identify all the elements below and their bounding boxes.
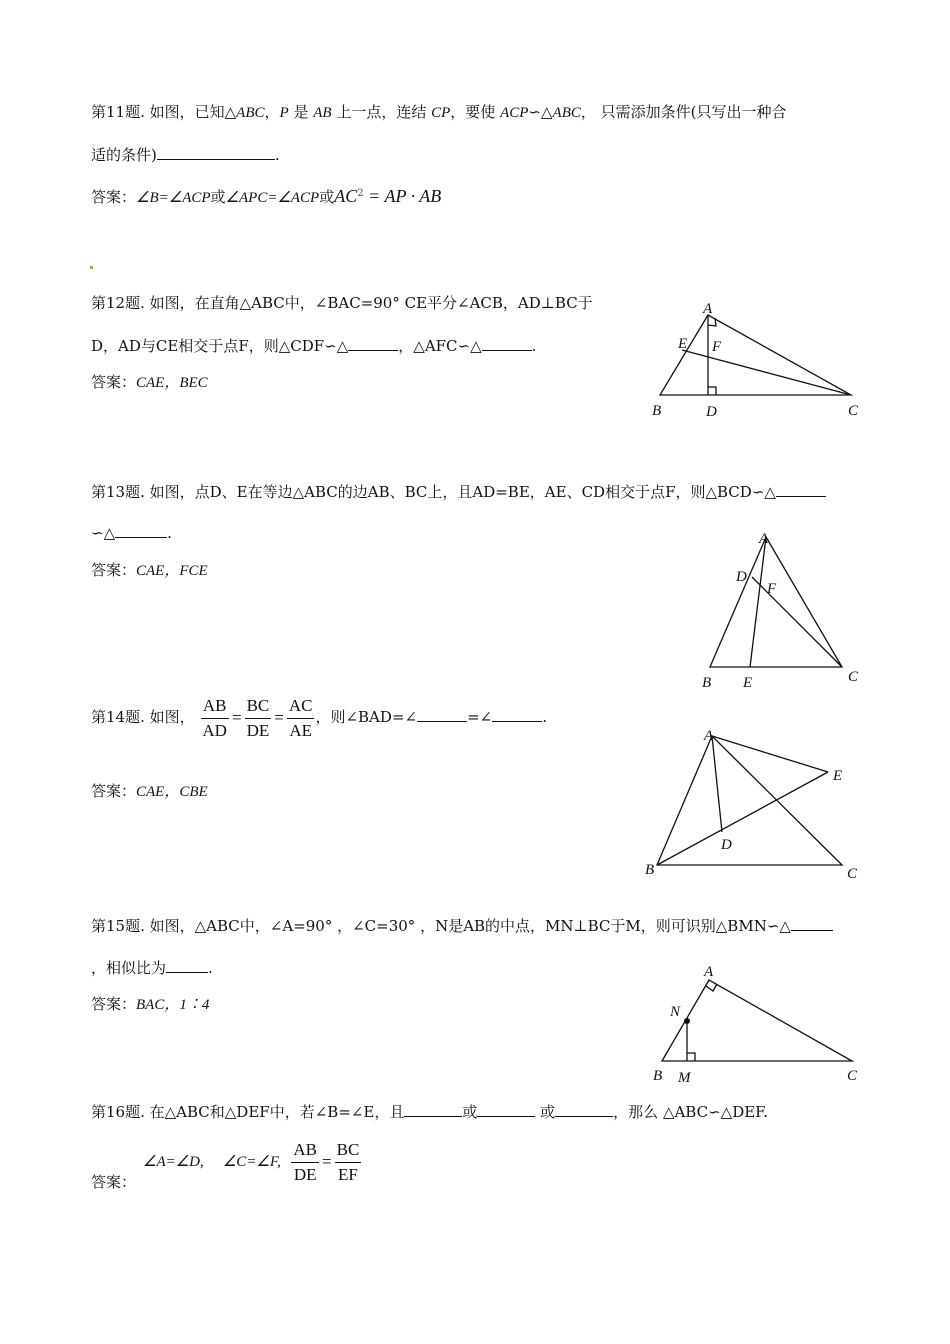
q14-answer: 答案：CAE，CBE [91,782,208,800]
q15-label-N: N [670,1004,681,1020]
q14-figure [640,722,870,887]
q12-line2: D，AD与CE相交于点F，则△CDF∽△ ，△AFC∽△ . [91,337,537,355]
q13-blank1[interactable] [776,482,826,497]
q12-label-A: A [703,301,713,317]
q16-blank1[interactable] [404,1102,462,1117]
q13-blank2[interactable] [115,523,167,538]
q13-label-D: D [736,569,747,585]
q12-label-F: F [712,339,722,355]
q11-blank[interactable] [157,145,275,160]
q12-line1: 第12题. 如图，在直角△ABC中，∠BAC=90° CE平分∠ACB，AD⊥BC于 [91,294,593,312]
q13-line2: ∽△ . [91,524,172,542]
q13-label-A: A [759,531,769,547]
q15-answer: 答案：BAC，1∶4 [91,995,210,1013]
stray-mark [90,266,93,269]
q14-label-D: D [721,837,732,853]
q14-blank2[interactable] [492,707,542,722]
q14-segment-BE [657,772,828,865]
q16-blank3[interactable] [555,1102,613,1117]
q13-label-B: B [702,675,712,691]
q12-triangle [660,315,851,395]
q12-blank2[interactable] [482,336,532,351]
q16-blank2[interactable] [477,1102,535,1117]
q15-point-N [684,1018,690,1024]
q15-triangle [662,980,852,1061]
q12-right-angle-A [708,318,716,326]
q12-blank1[interactable] [348,336,398,351]
q13-label-C: C [848,669,859,685]
q13-label-F: F [767,581,777,597]
q15-label-A: A [704,964,714,980]
q15-label-B: B [653,1068,663,1084]
q15-label-C: C [847,1068,858,1084]
q15-line1: 第15题. 如图，△ABC中，∠A=90° ，∠C=30° ，N是AB的中点，MN⊥BC于M，则可识别△BMN∽△ [91,916,833,936]
q14-fraction-2: $\frac{BC}{DE}$ [246,695,270,740]
q13-answer: 答案：CAE，FCE [91,561,208,579]
q15-line2: ，相似比为 . [91,959,213,977]
q12-label-C: C [848,403,859,419]
q14-label-A: A [704,728,714,744]
q14-line1: 第14题. 如图， $\frac{AB}{AD}$ = $\frac{BC}{DE}$ = $\frac{AC}{AE}$ ，则∠BAD=∠ =∠ . [91,695,547,740]
q15-figure [645,962,865,1092]
q15-label-M: M [678,1070,691,1086]
q12-label-E: E [678,336,688,352]
q11-line2: 适的条件) . [91,146,280,164]
q16-line1: 第16题. 在△ABC和△DEF中，若∠B=∠E，且 或 或 ，那么 △ABC∽△DEF. [91,1103,769,1121]
q12-right-angle-D [708,387,716,395]
q12-label-B: B [652,403,662,419]
q14-label-B: B [645,862,655,878]
q14-fraction-1: $\frac{AB}{AD}$ [202,695,227,740]
q12-answer: 答案：CAE，BEC [91,373,208,391]
q16-answer: ∠A=∠D, ∠C=∠F, $\frac{AB}{DE}$ = $\frac{BC}{EF}$ [143,1139,360,1184]
q15-right-angle-A [706,984,717,991]
q14-label-C: C [847,866,858,882]
q12-figure [640,295,870,425]
q12-label-D: D [706,404,717,420]
q15-right-angle-M [687,1053,695,1061]
q16-fraction-1: $\frac{AB}{DE}$ [293,1139,318,1184]
q11-line1: 第11题. 如图，已知△ABC，P 是 AB 上一点，连结 CP，要使 ACP∽△ABC， 只需添加条件(只写出一种合 [91,103,787,121]
q14-label-E: E [833,768,843,784]
q16-fraction-2: $\frac{BC}{EF}$ [336,1139,360,1184]
q14-triangle-ABC [657,736,842,865]
q12-bisector-CE [682,350,851,395]
q14-fraction-3: $\frac{AC}{AE}$ [288,695,313,740]
q14-segment-AD [712,736,722,832]
q13-label-E: E [743,675,753,691]
q13-line1: 第13题. 如图，点D、E在等边△ABC的边AB、BC上，且AD=BE，AE、CD相交于点F，则△BCD∽△ [91,482,826,502]
q15-blank2[interactable] [166,958,208,973]
q14-blank1[interactable] [417,707,467,722]
q11-answer: 答案：∠B=∠ACP或∠APC=∠ACP或$AC^2$ = AP · AB [91,186,442,206]
q16-answer-label: 答案： [91,1173,137,1191]
q15-blank1[interactable] [791,916,833,931]
q13-figure [690,525,870,695]
